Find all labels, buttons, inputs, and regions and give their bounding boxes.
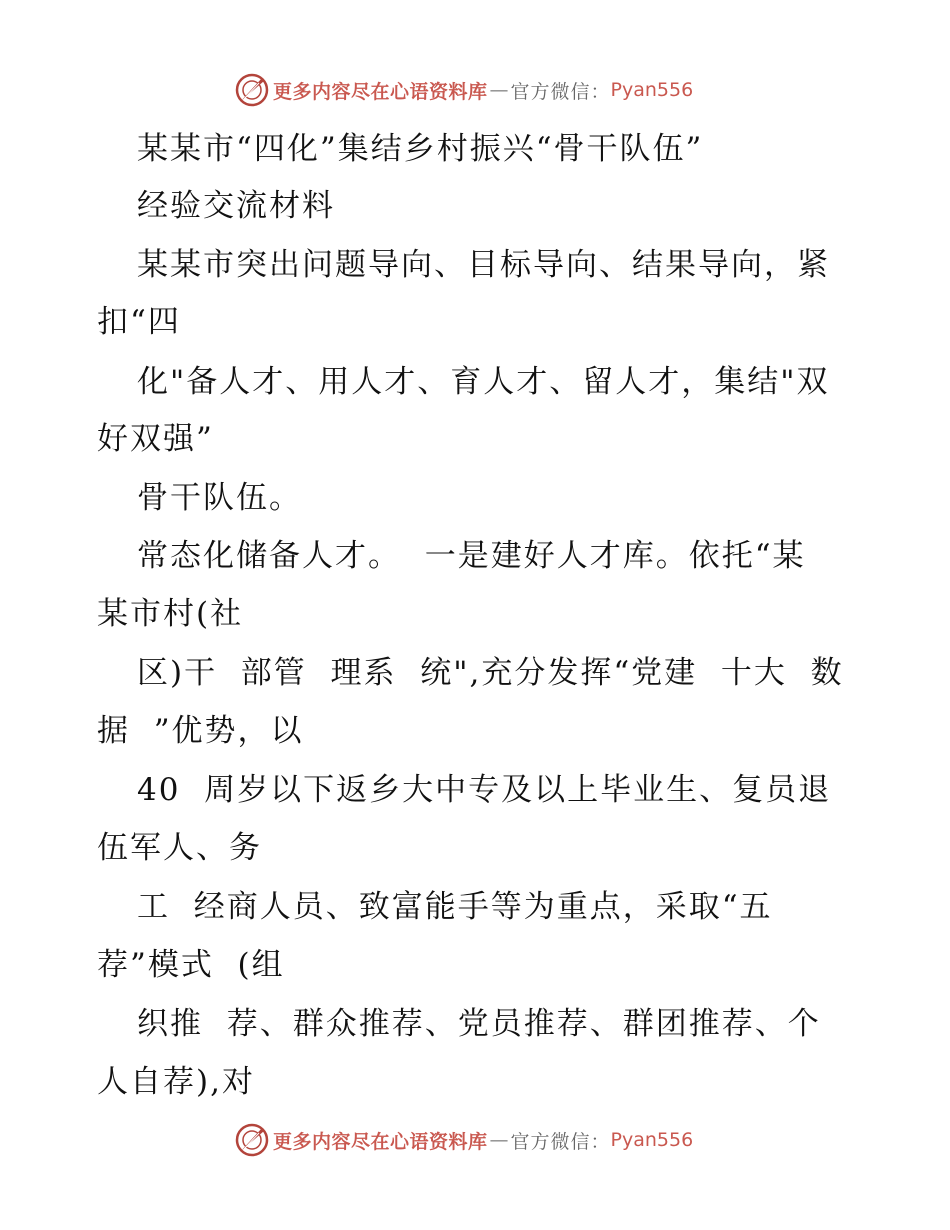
text-line: 某某市突出问题导向、目标导向、结果导向，紧	[137, 247, 830, 283]
text-line: 织推 荐、群众推荐、党员推荐、群团推荐、个	[137, 1006, 821, 1042]
quill-logo-icon	[235, 1123, 269, 1157]
text-line: 扣“四	[97, 304, 181, 340]
header-official-text: 官方微信：	[510, 80, 611, 103]
text-line: 工 经商人员、致富能手等为重点，采取“五	[137, 889, 773, 925]
header-dash: —	[489, 79, 509, 101]
text-line: 区)干 部管 理系 统",充分发挥“党建 十大 数	[137, 655, 844, 691]
text-line: 化"备人才、用人才、育人才、留人才，集结"双	[137, 364, 830, 400]
text-line: 伍军人、务	[97, 830, 262, 866]
text-line: 某市村(社	[97, 596, 244, 632]
title-line-1: 某某市“四化”集结乡村振兴“骨干队伍”	[137, 131, 704, 167]
footer-banner	[235, 1122, 693, 1158]
title-line-2: 经验交流材料	[137, 188, 335, 224]
header-banner	[235, 72, 693, 108]
text-line: 好双强”	[97, 421, 214, 457]
text-line: 常态化储备人才。 一是建好人才库。依托“某	[137, 538, 806, 574]
footer-promo-text: 更多内容尽在心语资料库	[273, 1130, 488, 1153]
footer-wechat-handle: Pyan556	[610, 1129, 694, 1151]
footer-dash: —	[489, 1129, 509, 1151]
text-line: 荐”模式 (组	[97, 947, 285, 983]
text-line: 人自荐),对	[97, 1064, 255, 1100]
footer-official-text: 官方微信：	[510, 1130, 611, 1153]
text-line: 40 周岁以下返乡大中专及以上毕业生、复员退	[137, 772, 832, 808]
text-line: 据 ”优势，以	[97, 713, 304, 749]
header-wechat-handle: Pyan556	[610, 79, 694, 101]
text-line: 骨干队伍。	[137, 480, 302, 516]
header-promo-text: 更多内容尽在心语资料库	[273, 80, 488, 103]
quill-logo-icon	[235, 73, 269, 107]
